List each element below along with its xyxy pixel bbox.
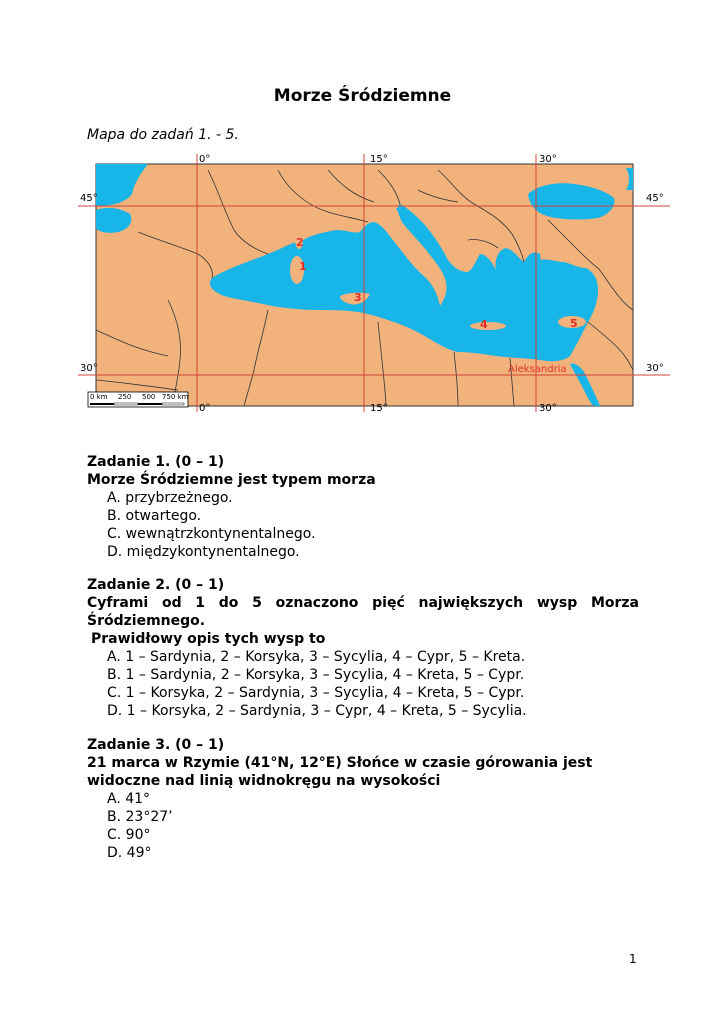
- answer-option[interactable]: D. 1 – Korsyka, 2 – Sardynia, 3 – Cypr, 4 – Kreta, 5 – Sycylia.: [107, 703, 527, 719]
- island-number-2: 2: [296, 236, 304, 249]
- answer-option[interactable]: C. wewnątrzkontynentalnego.: [107, 526, 316, 542]
- task-2-question-2: Prawidłowy opis tych wysp to: [91, 631, 326, 647]
- lon-label-0: 0°: [199, 154, 211, 165]
- answer-option[interactable]: D. 49°: [107, 845, 152, 861]
- map-graphic: [78, 150, 670, 418]
- lat-label-45-right: 45°: [646, 193, 664, 204]
- lat-label-30-left: 30°: [80, 363, 98, 374]
- task-1-answers: [87, 489, 639, 561]
- answer-option[interactable]: B. 23°27’: [107, 809, 173, 825]
- lon-label-0-bottom: 0°: [199, 403, 211, 414]
- answer-option[interactable]: C. 90°: [107, 827, 151, 843]
- scale-label-500: 500: [142, 393, 156, 401]
- task-3: [87, 736, 639, 862]
- task-2: [87, 576, 639, 720]
- task-3-header: Zadanie 3. (0 – 1): [87, 737, 225, 753]
- task-2-question: Cyframi od 1 do 5 oznaczono pięć największych wysp Morza Śródziemnego.: [87, 595, 639, 629]
- mediterranean-map: [78, 150, 670, 418]
- lon-label-30: 30°: [539, 154, 557, 165]
- island-number-5: 5: [570, 317, 578, 330]
- lon-label-15-bottom: 15°: [370, 403, 388, 414]
- answer-option[interactable]: B. otwartego.: [107, 508, 202, 524]
- island-number-4: 4: [480, 318, 488, 331]
- island-number-3: 3: [354, 291, 362, 304]
- lat-label-45-left: 45°: [80, 193, 98, 204]
- crete-island: [470, 322, 506, 330]
- task-3-answers: [87, 790, 639, 862]
- page-title: Morze Śródziemne: [273, 86, 452, 106]
- page-number: 1: [629, 952, 637, 966]
- map-caption: Mapa do zadań 1. - 5.: [87, 127, 239, 143]
- lat-label-30-right: 30°: [646, 363, 664, 374]
- task-1: [87, 453, 639, 561]
- answer-option[interactable]: A. przybrzeżnego.: [107, 490, 233, 506]
- task-2-header: Zadanie 2. (0 – 1): [87, 577, 225, 593]
- answer-option[interactable]: B. 1 – Sardynia, 2 – Korsyka, 3 – Sycylia, 4 – Kreta, 5 – Cypr.: [107, 667, 525, 683]
- task-3-question: 21 marca w Rzymie (41°N, 12°E) Słońce w czasie górowania jest widoczne nad linią widnokręgu na wysokości: [87, 755, 593, 789]
- task-1-question: Morze Śródziemne jest typem morza: [87, 472, 376, 488]
- lon-label-15: 15°: [370, 154, 388, 165]
- answer-option[interactable]: D. międzykontynentalnego.: [107, 544, 300, 560]
- task-1-header: Zadanie 1. (0 – 1): [87, 454, 225, 470]
- task-2-answers: [87, 648, 639, 720]
- answer-option[interactable]: C. 1 – Korsyka, 2 – Sardynia, 3 – Sycylia, 4 – Kreta, 5 – Cypr.: [107, 685, 525, 701]
- answer-option[interactable]: A. 41°: [107, 791, 151, 807]
- city-label-aleksandria: Aleksandria: [508, 364, 567, 375]
- scale-label-750: 750 km: [162, 393, 189, 401]
- scale-label-0: 0 km: [90, 393, 108, 401]
- lon-label-30-bottom: 30°: [539, 403, 557, 414]
- answer-option[interactable]: A. 1 – Sardynia, 2 – Korsyka, 3 – Sycylia, 4 – Cypr, 5 – Kreta.: [107, 649, 526, 665]
- island-number-1: 1: [299, 260, 307, 273]
- scale-label-250: 250: [118, 393, 132, 401]
